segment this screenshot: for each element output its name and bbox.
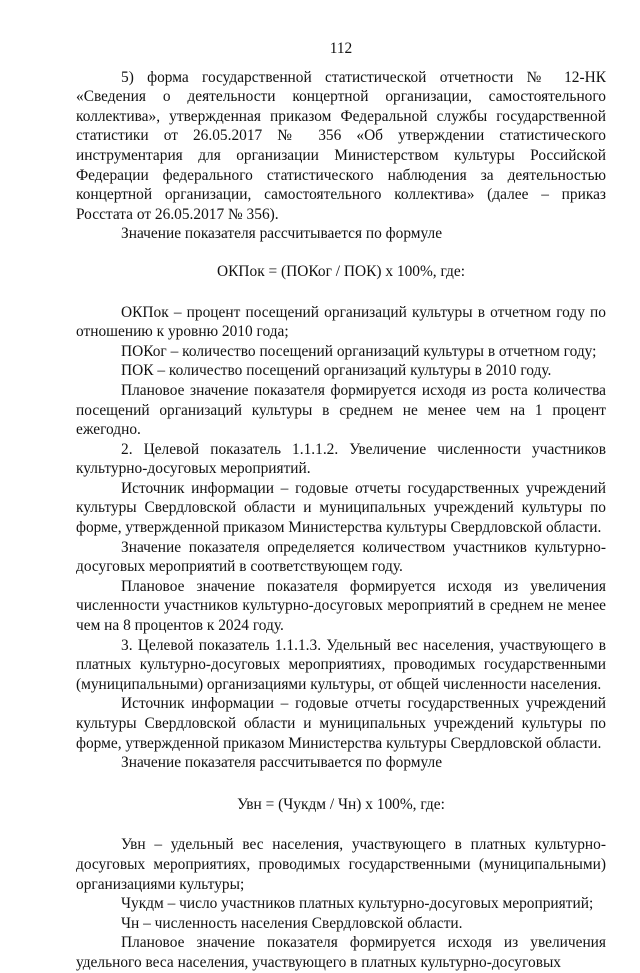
paragraph-information-source-2: Источник информации – годовые отчеты государственных учреждений культуры Свердловской области и муниципальных учреждений культуры по форме, утвержденной приказом Министерства культуры Свердловской области. [76, 695, 606, 752]
paragraph-information-source: Источник информации – годовые отчеты государственных учреждений культуры Свердловской области и муниципальных учреждений культуры по форме, утвержденной приказом Министерства культуры Свердловской области. [76, 479, 606, 537]
page-number: 112 [329, 40, 353, 57]
paragraph-okpok-definition: ОКПок – процент посещений организаций культуры в отчетном году по отношению к уровню 2010 года; [76, 303, 606, 341]
paragraph-uvn-definition: Увн – удельный вес населения, участвующего в платных культурно-досуговых мероприятиях, проводимых государственными (муниципальными) организациями культуры; [76, 836, 606, 893]
paragraph-target-indicator-1-1-1-3: 3. Целевой показатель 1.1.1.3. Удельный вес населения, участвующего в платных культурно-досуговых мероприятиях, проводимых государственными (муниципальными) организациями культуры, от общей численности населения. [76, 636, 606, 693]
paragraph-planned-value-participants: Плановое значение показателя формируется исходя из увеличения численности участников культурно-досуговых мероприятий в среднем не менее чем на 8 процентов к 2024 году. [76, 577, 606, 635]
paragraph-chn-definition: Чн – численность населения Свердловской области. [121, 914, 463, 932]
paragraph-indicator-value: Значение показателя определяется количеством участников культурно-досуговых мероприятий в соответствующем году. [76, 538, 606, 576]
paragraph-pokog-definition: ПОКог – количество посещений организаций культуры в отчетном году; [121, 342, 597, 360]
paragraph-formula-intro-2: Значение показателя рассчитывается по формуле [121, 754, 443, 772]
paragraph-statistical-form: 5) форма государственной статистической отчетности № 12-НК «Сведения о деятельности концертной организации, самостоятельного коллектива», утвержденная приказом Федеральной службы государственной статистики от 26.05.2017 № 356 «Об утверждении статистического инструментария для организации Министерством культуры Российской Федерации федерального статистического наблюдения за деятельностью концертной организации, самостоятельного коллектива» (далее – приказ Росстата от 26.05.2017 № 356). [76, 68, 606, 223]
paragraph-planned-value-share: Плановое значение показателя формируется исходя из увеличения удельного веса населения, участвующего в платных культурно-досуговых [76, 934, 606, 971]
formula-uvn: Увн = (Чукдм / Чн) х 100%, где: [237, 795, 445, 813]
formula-okpok: ОКПок = (ПОКог / ПОК) х 100%, где: [217, 262, 465, 280]
paragraph-chukdm-definition: Чукдм – число участников платных культурно-досуговых мероприятий; [121, 895, 594, 913]
paragraph-planned-value-visits: Плановое значение показателя формируется исходя из роста количества посещений организаций культуры в среднем не менее чем на 1 процент ежегодно. [76, 381, 606, 439]
paragraph-target-indicator-1-1-1-2: 2. Целевой показатель 1.1.1.2. Увеличение численности участников культурно-досуговых мероприятий. [76, 440, 606, 478]
paragraph-pok-definition: ПОК – количество посещений организаций культуры в 2010 году. [121, 362, 552, 380]
paragraph-formula-intro: Значение показателя рассчитывается по формуле [121, 225, 443, 243]
